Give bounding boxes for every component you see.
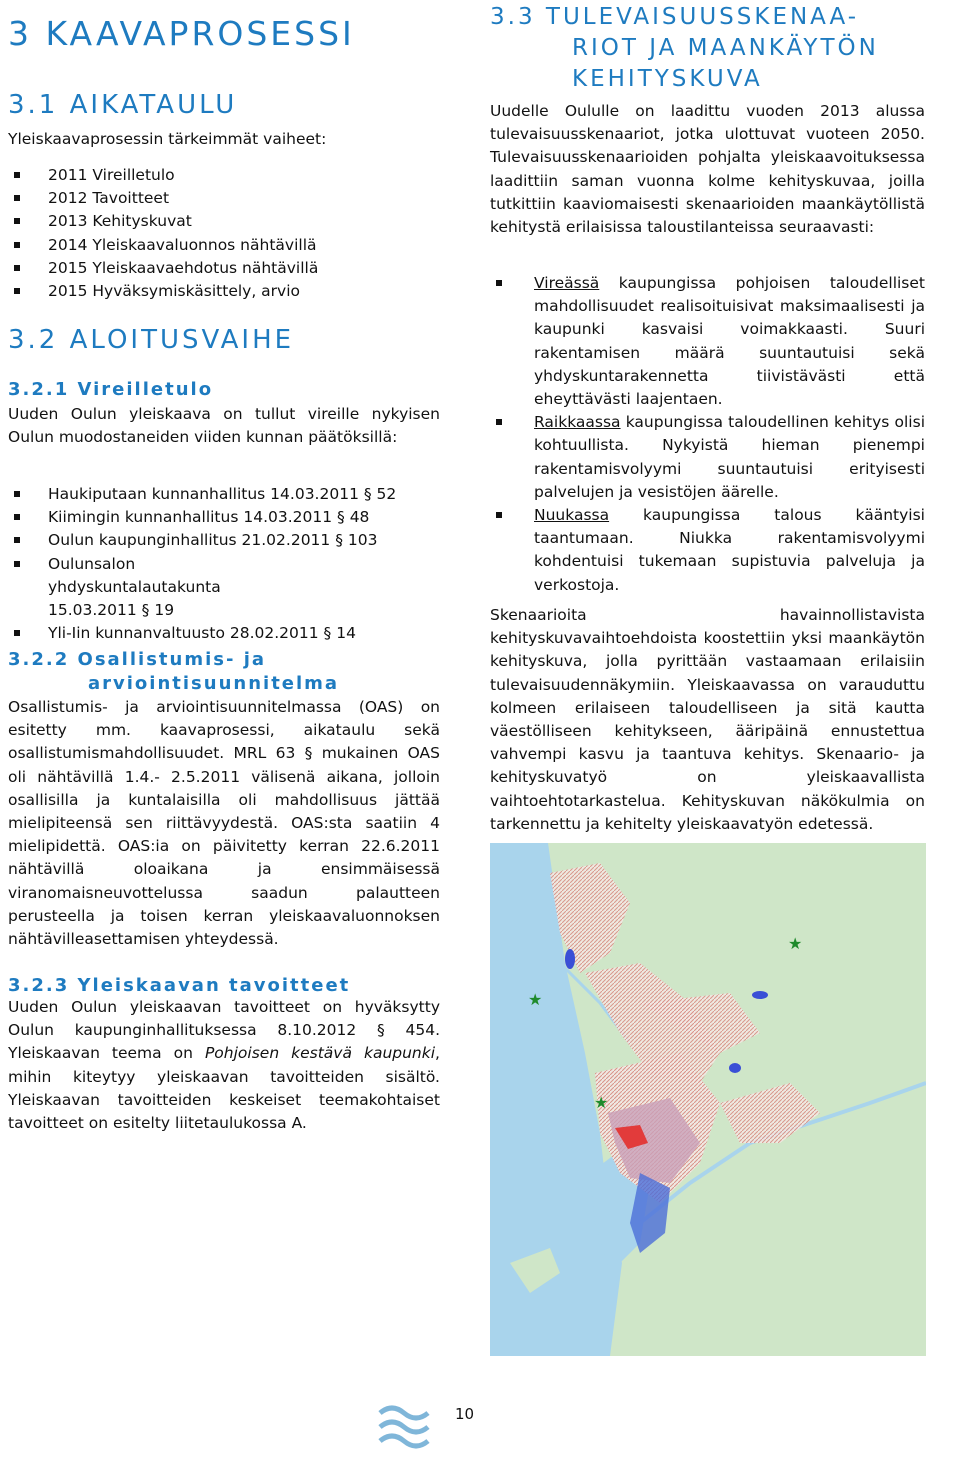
land-use-map <box>490 843 926 1356</box>
list-item: 2015 Hyväksymiskäsittely, arvio <box>8 280 440 303</box>
list-item: Kiimingin kunnanhallitus 14.03.2011 § 48 <box>8 506 440 529</box>
list-item: Oulun kaupunginhallitus 21.02.2011 § 103 <box>8 529 440 552</box>
waves-logo-icon <box>376 1395 436 1455</box>
scenario-text: kaupungissa talous kääntyisi taantumaan. Niukka rakentamisvolyymi kohdentuisi tukemaan supistuvia palveluja ja verkostoja. <box>534 506 925 594</box>
list-item: 2013 Kehityskuvat <box>8 210 440 233</box>
section-heading-3-1: 3.1 AIKATAULU <box>8 90 238 120</box>
list-item <box>490 272 925 411</box>
list-item: 2014 Yleiskaavaluonnos nähtävillä <box>8 234 440 257</box>
scenario-text: kaupungissa taloudellinen kehitys olisi kohtuullista. Nykyistä hieman pienempi rakentamisvolyymi suuntautuisi erityisesti palvelujen ja vesistöjen äärelle. <box>534 413 925 501</box>
map-blue-zone <box>729 1063 741 1073</box>
scenario-term: Nuukassa <box>534 506 610 525</box>
subsection-heading-3-2-3: 3.2.3 Yleiskaavan tavoitteet <box>8 975 351 996</box>
paragraph: Skenaarioita havainnollistavista kehityskuvavaihtoehdoista koostettiin yksi maankäytön kehityskuva, jolla pyrittään vastaamaan erilaisiin tulevaisuudennäkymiin. Yleiskaavassa on varauduttu kolmeen erilaiseen taloudelliseen ja sitä kautta väestölliseen kehitykseen, ääripäinä ennustettua vahvempi kasvu ja taantuva kehitys. Skenaario- ja kehityskuvatyö on yleiskaavallista vaihtoehtotarkastelua. Kehityskuvan näkökulmia on tarkennettu ja kehitelty yleiskaavatyön edetessä. <box>490 606 925 833</box>
chapter-heading: 3 KAAVAPROSESSI <box>8 14 355 53</box>
list-item <box>490 411 925 504</box>
paragraph: Yleiskaavaprosessin tärkeimmät vaiheet: <box>8 130 327 148</box>
paragraph <box>8 996 440 1135</box>
list-item: Oulunsalon yhdyskuntalautakunta 15.03.2011 § 19 <box>8 553 440 623</box>
decision-list <box>8 483 440 645</box>
list-item: 2012 Tavoitteet <box>8 187 440 210</box>
paragraph: Osallistumis- ja arviointisuunnitelmassa (OAS) on esitetty mm. kaavaprosessi, aikataulu sekä osallistumismahdollisuudet. MRL 63 § mukainen OAS oli nähtävillä 1.4.- 2.5.2011 välisenä aikana, jolloin osallisilla ja kuntalaisilla oli mahdollisuus jättää mielipiteensä sen riittävyydestä. OAS:sta saatiin 4 mielipidettä. OAS:ia on päivitetty kerran 22.6.2011 nähtävillä oloaikana ja ensimmäisessä viranomaisneuvottelussa saadun palautteen perusteella ja toisen kerran yleiskaavaluonnoksen nähtävilleasettamisen yhteydessä. <box>8 698 440 949</box>
text: , mihin kiteytyy yleiskaavan tavoitteiden sisältö. Yleiskaavan tavoitteiden keskeiset teemakohtaiset tavoitteet on esitelty liitetaulukossa A. <box>8 1044 440 1133</box>
map-star-icon: ★ <box>594 1093 609 1112</box>
list-item: Haukiputaan kunnanhallitus 14.03.2011 § 52 <box>8 483 440 506</box>
paragraph: Uudelle Oululle on laadittu vuoden 2013 alussa tulevaisuusskenaariot, jotka ulottuvat vuoteen 2050. Tulevaisuusskenaarioiden pohjalta yleiskaavoituksessa laadittiin saman vuonna kolme kehityskuvaa, joilla tutkittiin kaaviomaisesti skenaarioiden maankäytöllistä kehitystä erilaisissa taloustilanteissa seuraavasti: <box>490 102 925 237</box>
scenario-list <box>490 272 925 597</box>
map-star-icon: ★ <box>528 990 543 1009</box>
text: Uuden Oulun yleiskaavan tavoitteet on hyväksytty Oulun kaupunginhallituksessa 8.10.2012 § 454. Yleiskaavan teema on <box>8 998 440 1063</box>
list-item: 2011 Vireilletulo <box>8 164 440 187</box>
subsection-heading-3-2-2-cont: arviointisuunnitelma <box>88 673 340 694</box>
scenario-term: Vireässä <box>534 274 600 292</box>
map-blue-zone <box>565 949 575 969</box>
heading-line: 3.3 TULEVAISUUSSKENAA- <box>490 4 860 30</box>
paragraph: Uuden Oulun yleiskaava on tullut vireille nykyisen Oulun muodostaneiden viiden kunnan päätöksillä: <box>8 405 440 447</box>
scenario-text: kaupungissa pohjoisen taloudelliset mahdollisuudet realisoituisivat maksimaalisesti ja kaupunki kasvaisi voimakkaasti. Suuri rakentamisen määrä suuntautuisi sekä yhdyskuntarakennetta tiivistävästi että eheyttävästi laajentaen. <box>534 274 925 409</box>
map-blue-zone <box>752 991 768 999</box>
schedule-list <box>8 164 440 303</box>
list-item <box>490 504 925 597</box>
subsection-heading-3-2-1: 3.2.1 Vireilletulo <box>8 379 214 400</box>
map-star-icon: ★ <box>788 934 803 953</box>
scenario-term: Raikkaassa <box>534 413 621 432</box>
subsection-heading-3-2-2: 3.2.2 Osallistumis- ja <box>8 649 267 670</box>
theme-text: Pohjoisen kestävä kaupunki <box>204 1044 436 1063</box>
list-item: 2015 Yleiskaavaehdotus nähtävillä <box>8 257 440 280</box>
section-heading-3-2: 3.2 ALOITUSVAIHE <box>8 325 295 355</box>
heading-line: KEHITYSKUVA <box>572 66 763 92</box>
heading-line: RIOT JA MAANKÄYTÖN <box>572 35 879 61</box>
list-item: Yli-Iin kunnanvaltuusto 28.02.2011 § 14 <box>8 622 440 645</box>
page-number: 10 <box>455 1405 475 1423</box>
section-heading-3-3 <box>490 2 879 95</box>
